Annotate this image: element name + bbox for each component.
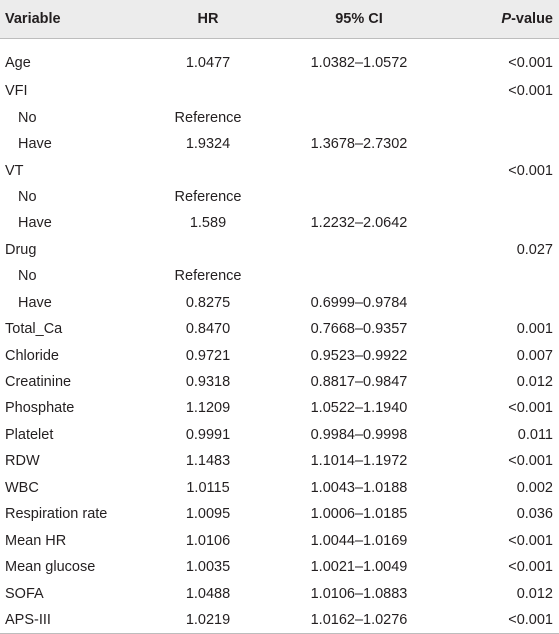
- cell-p-value: 0.012: [516, 374, 553, 391]
- cell-hr: [150, 78, 266, 104]
- cell-ci: [266, 263, 452, 289]
- cell-p-value: [452, 263, 559, 289]
- cell-p-value: 0.007: [516, 347, 553, 364]
- cell-hr: Reference: [174, 109, 242, 126]
- cell-p-value: <0.001: [508, 559, 553, 576]
- cell-hr: 1.0035: [185, 559, 231, 576]
- cell-variable: Respiration rate: [5, 506, 108, 523]
- cell-ci: 0.8817–0.9847: [310, 374, 408, 391]
- cell-ci: [266, 237, 452, 263]
- cell-ci: [266, 104, 452, 130]
- cell-ci: [266, 157, 452, 183]
- cell-variable: Have: [18, 294, 52, 311]
- table-row: [0, 157, 559, 183]
- cell-hr: 1.0219: [150, 607, 266, 633]
- table-row: [0, 210, 559, 236]
- table-row: [0, 475, 559, 501]
- cell-variable: Chloride: [5, 347, 59, 364]
- cell-ci: 1.0106–1.0883: [310, 585, 408, 602]
- table-row: [0, 131, 559, 157]
- cell-ci: [266, 78, 452, 104]
- cell-ci: 1.2232–2.0642: [310, 215, 408, 232]
- cell-p-value: <0.001: [508, 55, 553, 72]
- cell-hr: 0.9991: [185, 426, 231, 443]
- cell-hr: 1.0115: [186, 479, 230, 496]
- cell-p-value: 0.002: [516, 479, 553, 496]
- header-variable: Variable: [0, 0, 150, 38]
- cell-hr: Reference: [174, 268, 242, 285]
- cell-hr: 1.1483: [185, 453, 231, 470]
- cell-ci: 0.6999–0.9784: [310, 294, 408, 311]
- table-row: [0, 290, 559, 316]
- cell-variable: Have: [18, 215, 52, 232]
- cell-p-value: [452, 184, 559, 210]
- cell-p-value: [452, 210, 559, 236]
- header-p-value: [452, 0, 559, 38]
- header-p-letter: P: [501, 10, 512, 27]
- cell-ci: [266, 184, 452, 210]
- cell-p-value: <0.001: [452, 607, 559, 633]
- table-row: [0, 263, 559, 289]
- cell-variable: Mean HR: [5, 532, 67, 549]
- header-hr: HR: [150, 0, 266, 38]
- table-row: [0, 554, 559, 580]
- cell-ci: 1.0006–1.0185: [310, 506, 408, 523]
- cell-hr: 1.0106: [185, 532, 231, 549]
- cell-p-value: [452, 104, 559, 130]
- cell-p-value: <0.001: [508, 162, 553, 179]
- header-row: [0, 0, 559, 38]
- cell-p-value: [452, 131, 559, 157]
- cell-variable: Have: [18, 136, 52, 153]
- table-row: [0, 237, 559, 263]
- cell-p-value: <0.001: [508, 83, 553, 100]
- table-row: [0, 342, 559, 368]
- table-header: [0, 0, 559, 38]
- cell-ci: 1.0044–1.0169: [310, 532, 408, 549]
- cell-hr: 0.8275: [185, 294, 231, 311]
- cell-hr: [150, 157, 266, 183]
- cell-ci: 0.7668–0.9357: [310, 321, 408, 338]
- table-row: [0, 580, 559, 606]
- cell-ci: 1.0382–1.0572: [310, 55, 408, 72]
- cell-hr: 0.9318: [185, 374, 231, 391]
- cell-p-value: <0.001: [508, 400, 553, 417]
- cell-variable: No: [18, 109, 37, 126]
- cell-ci: 0.9984–0.9998: [310, 426, 408, 443]
- table-row: [0, 422, 559, 448]
- cell-variable: Phosphate: [5, 400, 75, 417]
- cell-hr: 1.1209: [185, 400, 231, 417]
- cell-variable: Drug: [5, 241, 37, 258]
- cell-variable: Total_Ca: [5, 321, 63, 338]
- cell-variable: Platelet: [5, 426, 54, 443]
- cell-p-value: [452, 290, 559, 316]
- table-row: [0, 104, 559, 130]
- cell-variable: WBC: [5, 479, 39, 496]
- table-body: [0, 38, 559, 633]
- cell-p-value: 0.012: [516, 585, 553, 602]
- table-row: [0, 607, 559, 633]
- cell-variable: Mean glucose: [5, 559, 96, 576]
- cell-ci: 1.0522–1.1940: [310, 400, 408, 417]
- cell-variable: SOFA: [5, 585, 44, 602]
- cell-variable: No: [18, 268, 37, 285]
- table-row: [0, 316, 559, 342]
- cell-ci: 1.0043–1.0188: [310, 479, 408, 496]
- cell-p-value: 0.001: [516, 321, 553, 338]
- cell-p-value: 0.011: [517, 426, 553, 443]
- cell-variable: APS-III: [0, 607, 150, 633]
- cell-ci: 0.9523–0.9922: [310, 347, 408, 364]
- cell-p-value: <0.001: [508, 532, 553, 549]
- table-row: [0, 395, 559, 421]
- cell-hr: [150, 237, 266, 263]
- cell-p-value: <0.001: [508, 453, 553, 470]
- cell-ci: 1.0162–1.0276: [266, 607, 452, 633]
- table-row: [0, 501, 559, 527]
- header-ci: 95% CI: [266, 0, 452, 38]
- cell-hr: 1.0488: [185, 585, 231, 602]
- cell-ci: 1.3678–2.7302: [310, 136, 408, 153]
- table-row: [0, 369, 559, 395]
- cell-variable: No: [18, 188, 37, 205]
- cell-ci: 1.0021–1.0049: [310, 559, 408, 576]
- header-p-suffix: -value: [511, 10, 553, 27]
- cell-hr: 0.9721: [185, 347, 231, 364]
- table-row: [0, 448, 559, 474]
- cell-hr: 1.9324: [185, 136, 231, 153]
- cell-p-value: 0.036: [516, 506, 553, 523]
- cell-hr: 1.0477: [185, 55, 231, 72]
- cell-ci: 1.1014–1.1972: [310, 453, 408, 470]
- cell-variable: Age: [5, 55, 31, 72]
- cell-hr: 0.8470: [185, 321, 231, 338]
- cell-p-value: 0.027: [516, 241, 553, 258]
- cell-variable: VT: [5, 162, 24, 179]
- table-row: [0, 38, 559, 78]
- table-row: [0, 527, 559, 553]
- cell-variable: RDW: [5, 453, 40, 470]
- cell-hr: 1.0095: [185, 506, 231, 523]
- cell-hr: Reference: [174, 188, 242, 205]
- cell-hr: 1.589: [189, 215, 227, 232]
- table-row: [0, 78, 559, 104]
- cell-variable: VFI: [5, 83, 28, 100]
- table-row: [0, 184, 559, 210]
- cell-variable: Creatinine: [5, 374, 72, 391]
